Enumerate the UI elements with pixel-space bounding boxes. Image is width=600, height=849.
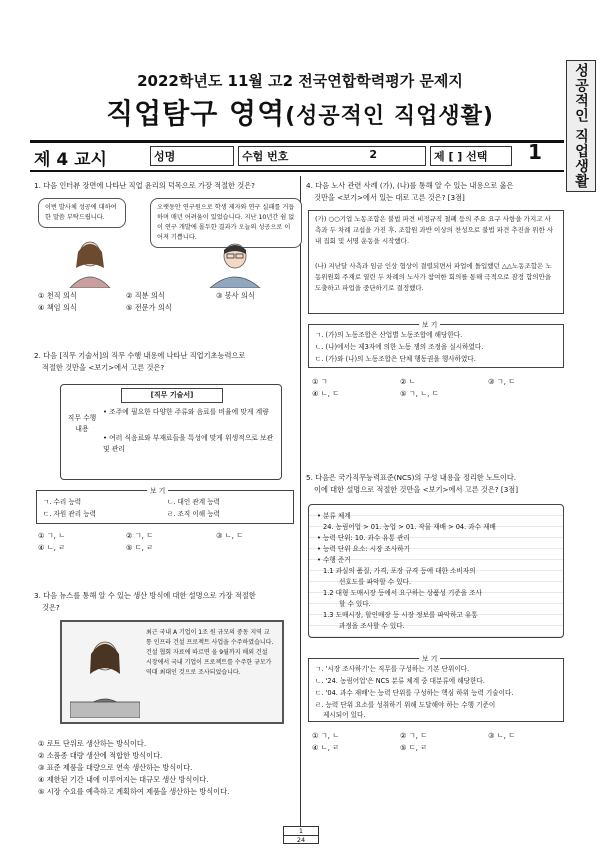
q3-stem-line1: 3. 다음 뉴스를 통해 알 수 있는 생산 방식에 대한 설명으로 가장 적절한 bbox=[34, 591, 256, 600]
q4-case-box bbox=[308, 210, 564, 314]
q5-bogi-box bbox=[308, 655, 564, 722]
page-number: 1 bbox=[528, 140, 542, 164]
q5-note-line-7: 선호도를 파악할 수 있다. bbox=[339, 578, 412, 586]
q5-option-2[interactable]: ② ㄱ, ㄷ bbox=[400, 731, 428, 740]
q5-bogi-1: ㄱ. '시장 조사하기'는 직무를 구성하는 기본 단위이다. bbox=[315, 665, 470, 673]
q3-option-3[interactable]: ③ 표준 제품을 대량으로 연속 생산하는 방식이다. bbox=[38, 763, 193, 772]
q5-note-line-3: • 능력 단위: 10. 과수 유통 관리 bbox=[317, 534, 410, 542]
q4-option-4[interactable]: ④ ㄴ, ㄷ bbox=[312, 389, 340, 398]
q5-option-1[interactable]: ① ㄱ, ㄴ bbox=[312, 731, 340, 740]
q2-bogi-4: ㄹ. 조직 이해 능력 bbox=[167, 510, 220, 518]
footer-page: 1 bbox=[298, 827, 304, 835]
q5-note-line-8: 1.2 대형 도매시장 등에서 요구하는 상품성 기준을 조사 bbox=[323, 589, 482, 597]
q5-note-line-4: • 능력 단위 요소: 시장 조사하기 bbox=[317, 545, 411, 553]
q4-case-ga: (가) ○○기업 노동조합은 불법 파견 비정규직 철폐 등의 주요 요구 사항을 가지고 사측과 두 차례 교섭을 가진 후, 조합원 과반 이상의 찬성으로 불법 파견 추진을 위한 사내 집회 및 서명 운동을 시작했다. bbox=[315, 215, 554, 245]
page-footer bbox=[283, 826, 319, 844]
q1-option-1[interactable]: ① 천직 의식 bbox=[38, 291, 77, 300]
q4-bogi-box bbox=[308, 321, 564, 368]
q1-bubble-researcher: 오랫동안 연구원으로 학생 제자와 연구 실패를 거듭하며 매년 어려움이 있었습니다. 지난 10년간 쉼 없이 연구 개발에 몰두한 결과가 오늘의 성공으로 이어져 기쁩니다. bbox=[150, 198, 302, 248]
q4-option-3[interactable]: ③ ㄱ, ㄷ bbox=[488, 377, 516, 386]
q5-note-line-9: 할 수 있다. bbox=[339, 600, 371, 608]
footer-total: 24 bbox=[284, 835, 318, 844]
q2-stem-line1: 2. 다음 [직무 기술서]의 직무 수행 내용에 나타난 직업기초능력으로 bbox=[34, 351, 246, 360]
q5-option-3[interactable]: ③ ㄴ, ㄷ bbox=[488, 731, 516, 740]
q5-bogi-3: ㄷ. '04. 과수 재배'는 능력 단위를 구성하는 핵심 하위 능력 기술이다. bbox=[315, 689, 514, 697]
q5-bogi-2: ㄴ. '24. 농림어업'은 NCS 분류 체계 중 대분류에 해당한다. bbox=[315, 677, 485, 685]
selection-box[interactable] bbox=[430, 146, 512, 166]
header-bottom-rule bbox=[30, 170, 564, 172]
q2-bogi-1: ㄱ. 수리 능력 bbox=[43, 498, 82, 506]
name-box[interactable] bbox=[150, 146, 234, 166]
q5-note-line-2: 24. 농림어업 > 01. 농업 > 01. 작물 재배 > 04. 과수 재배 bbox=[323, 523, 496, 531]
q2-option-3[interactable]: ③ ㄴ, ㄷ bbox=[216, 531, 244, 540]
interviewer-figure-icon bbox=[60, 238, 120, 288]
header-rule bbox=[30, 140, 564, 143]
q3-option-4[interactable]: ④ 제한된 기간 내에 이루어지는 대규모 생산 방식이다. bbox=[38, 775, 209, 784]
exam-number-value: 2 bbox=[369, 148, 377, 161]
q2-option-2[interactable]: ② ㄱ, ㄷ bbox=[126, 531, 154, 540]
q2-option-1[interactable]: ① ㄱ, ㄴ bbox=[38, 531, 66, 540]
q4-option-1[interactable]: ① ㄱ bbox=[312, 377, 328, 386]
q2-row-label: 직무 수행 내용 bbox=[67, 414, 97, 433]
q1-option-2[interactable]: ② 직분 의식 bbox=[126, 291, 165, 300]
subject-title-sub: (성공적인 직업생활) bbox=[285, 104, 494, 129]
q4-option-5[interactable]: ⑤ ㄱ, ㄴ, ㄷ bbox=[400, 389, 439, 398]
subject-side-tab: 성공적인 직업생활 bbox=[566, 60, 596, 192]
q5-bogi-4: ㄹ. 능력 단위 요소를 성취하기 위해 도달해야 하는 수행 기준이 bbox=[315, 701, 496, 709]
q4-bogi-1: ㄱ. (가)의 노동조합은 산업별 노동조합에 해당한다. bbox=[315, 331, 463, 339]
q2-item-2: • 여러 식음료와 부재료들을 특성에 맞게 위생적으로 보관 및 관리 bbox=[103, 434, 274, 453]
q1-bubble-interviewer: 이번 발사체 성공에 대하여 한 말씀 부탁드립니다. bbox=[38, 198, 126, 228]
q5-option-5[interactable]: ⑤ ㄷ, ㄹ bbox=[400, 743, 428, 752]
q3-stem-line2: 것은? bbox=[42, 603, 60, 612]
subject-title-main: 직업탐구 영역 bbox=[106, 97, 286, 130]
q4-stem-line2: 것만을 <보기>에서 있는 대로 고른 것은? [3점] bbox=[314, 193, 465, 202]
q4-option-2[interactable]: ② ㄴ bbox=[400, 377, 416, 386]
q4-bogi-2: ㄴ. (나)에서는 제3자에 의한 노동 쟁의 조정을 실시하였다. bbox=[315, 343, 484, 351]
column-divider bbox=[300, 176, 301, 826]
q1-option-4[interactable]: ④ 책임 의식 bbox=[38, 303, 77, 312]
q3-option-5[interactable]: ⑤ 시장 수요를 예측하고 계획하여 제품을 생산하는 방식이다. bbox=[38, 787, 230, 796]
q2-bogi-3: ㄷ. 자원 관리 능력 bbox=[43, 510, 96, 518]
q1-stem: 1. 다음 인터뷰 장면에 나타난 직업 윤리의 덕목으로 가장 적절한 것은? bbox=[34, 181, 255, 190]
exam-header-line: 2022학년도 11월 고2 전국연합학력평가 문제지 bbox=[137, 72, 463, 90]
exam-number-label: 수험 번호 bbox=[242, 150, 289, 163]
q5-option-4[interactable]: ④ ㄴ, ㄹ bbox=[312, 743, 340, 752]
q5-note-line-5: • 수행 준거 bbox=[317, 556, 351, 564]
session-label: 제 4 교시 bbox=[34, 150, 107, 170]
q5-note-line-10: 1.3 도매시장, 할인매장 등 시장 정보를 파악하고 유통 bbox=[323, 611, 478, 619]
q2-item-1: • 조주에 필요한 다양한 주류와 음료를 비율에 맞게 계량 bbox=[103, 408, 269, 416]
q5-stem-line2: 이에 대한 설명으로 적절한 것만을 <보기>에서 고른 것은? [3점] bbox=[314, 485, 519, 494]
q2-doc-title: [직무 기술서] bbox=[121, 388, 223, 403]
q5-note bbox=[308, 504, 564, 638]
q1-option-5[interactable]: ⑤ 전문가 의식 bbox=[126, 303, 172, 312]
q5-bogi-4-cont: 제시되어 있다. bbox=[323, 711, 366, 719]
q5-note-line-1: • 분류 체계 bbox=[317, 512, 351, 520]
q3-option-2[interactable]: ② 소품종 대량 생산에 적합한 방식이다. bbox=[38, 751, 163, 760]
name-label: 성명 bbox=[154, 150, 176, 163]
q2-stem-line2: 적절한 것만을 <보기>에서 고른 것은? bbox=[42, 363, 165, 372]
q1-option-3[interactable]: ③ 봉사 의식 bbox=[216, 291, 255, 300]
q5-stem-line1: 5. 다음은 국가직무능력표준(NCS)의 구성 내용을 정리한 노트이다. bbox=[306, 473, 517, 482]
q3-option-1[interactable]: ① 로트 단위로 생산하는 방식이다. bbox=[38, 739, 147, 748]
q3-news-text: 최근 국내 A 기업이 1조 원 규모의 중동 지역 교통 인프라 건설 프로젝트 사업을 수주하였습니다. 건설 협회 자료에 따르면 올 9월까지 해외 건설 시장에서 국내 기업이 프로젝트를 수주한 규모가 역대 최대인 것으로 조사되었습니다. bbox=[146, 629, 274, 676]
q2-bogi-label: 보 기 bbox=[147, 485, 168, 495]
exam-number-box[interactable] bbox=[238, 146, 426, 166]
q4-stem-line1: 4. 다음 노사 관련 사례 (가), (나)를 통해 알 수 있는 내용으로 옳은 bbox=[306, 181, 514, 190]
q2-option-4[interactable]: ④ ㄴ, ㄹ bbox=[38, 543, 66, 552]
q4-bogi-label: 보 기 bbox=[419, 319, 440, 329]
q3-news-screen bbox=[60, 620, 284, 724]
q2-option-5[interactable]: ⑤ ㄷ, ㄹ bbox=[126, 543, 154, 552]
q2-bogi-2: ㄴ. 대인 관계 능력 bbox=[167, 498, 220, 506]
q4-bogi-3: ㄷ. (가)와 (나)의 노동조합은 단체 행동권을 행사하였다. bbox=[315, 355, 476, 363]
subject-title bbox=[0, 92, 600, 132]
selection-label: 제 [ ] 선택 bbox=[434, 150, 488, 163]
q2-bogi-box bbox=[36, 487, 294, 524]
news-anchor-icon bbox=[70, 632, 140, 718]
q5-note-line-6: 1.1 과실의 품질, 가격, 포장 규격 등에 대한 소비자의 bbox=[323, 567, 476, 575]
q5-note-line-11: 과정을 조사할 수 있다. bbox=[339, 622, 405, 630]
q4-case-na: (나) 지난달 사측과 임금 인상 협상이 결렬되면서 파업에 돌입했던 △△노동조합은 노동위원회 주재로 열린 두 차례의 노사가 참여한 회의를 통해 극적으로 잠정 합의안을 도출하고 파업을 중단하기로 결정했다. bbox=[315, 262, 552, 292]
q2-job-description-doc bbox=[60, 384, 282, 480]
researcher-figure-icon bbox=[200, 240, 270, 288]
q5-bogi-label: 보 기 bbox=[419, 653, 440, 663]
